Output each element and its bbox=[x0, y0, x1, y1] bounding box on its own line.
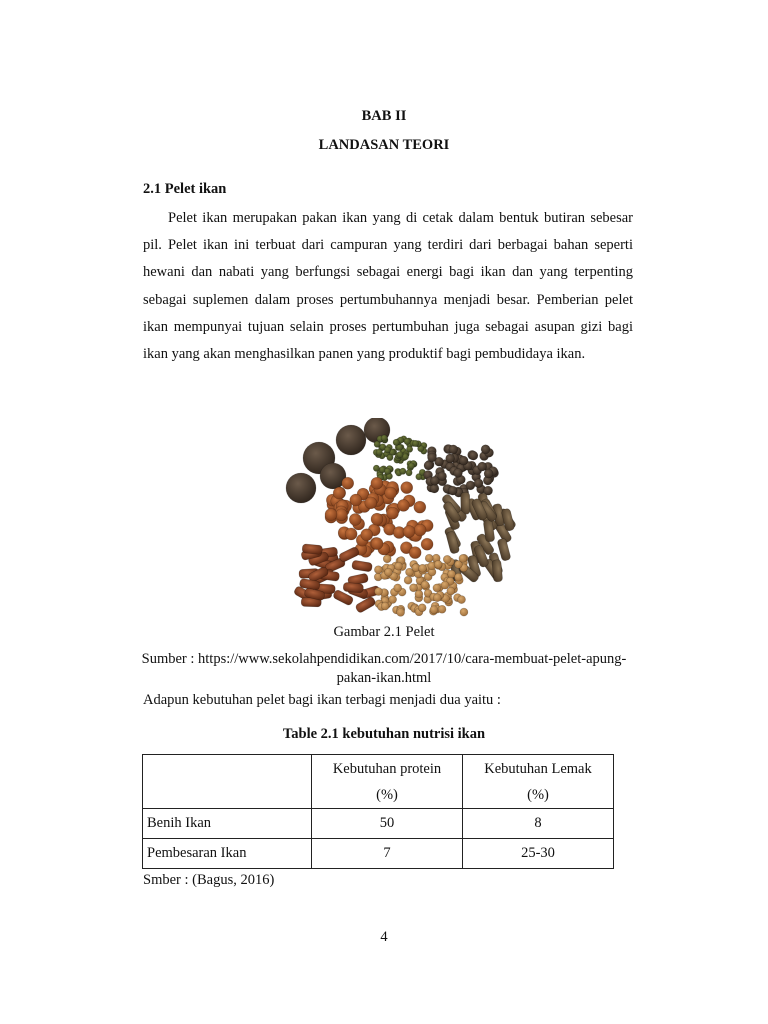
pellet bbox=[453, 468, 462, 477]
pellet bbox=[401, 482, 413, 494]
header-lemak-label: Kebutuhan Lemak bbox=[484, 760, 592, 777]
header-cell-empty bbox=[143, 755, 312, 809]
pellet bbox=[447, 587, 455, 595]
pellet bbox=[325, 509, 337, 521]
pellet bbox=[418, 604, 426, 612]
pellet bbox=[387, 454, 393, 460]
pellet bbox=[333, 487, 345, 499]
row-lemak: 8 bbox=[463, 809, 614, 839]
pellet bbox=[397, 451, 403, 457]
pellet bbox=[343, 582, 364, 593]
pellet bbox=[443, 555, 451, 563]
pellet bbox=[478, 462, 487, 471]
pellet bbox=[419, 564, 427, 572]
pellet bbox=[365, 497, 377, 509]
pellet bbox=[409, 547, 421, 559]
pellet bbox=[286, 473, 316, 503]
pellet bbox=[371, 477, 383, 489]
pellet bbox=[408, 463, 414, 469]
table-row bbox=[143, 839, 614, 869]
pellet bbox=[421, 581, 429, 589]
pellet bbox=[336, 425, 366, 455]
pellet bbox=[454, 573, 462, 581]
pellet bbox=[345, 528, 357, 540]
pellet bbox=[441, 581, 449, 589]
header-lemak-unit: (%) bbox=[527, 786, 549, 803]
page-number: 4 bbox=[380, 929, 388, 945]
header-protein-label: Kebutuhan protein bbox=[332, 760, 442, 777]
pellet bbox=[414, 524, 426, 536]
pellet bbox=[433, 594, 441, 602]
pellet bbox=[414, 501, 426, 513]
pellet bbox=[433, 584, 441, 592]
pellet-image bbox=[281, 418, 521, 618]
pellet bbox=[469, 451, 478, 460]
pellet bbox=[474, 479, 483, 488]
pellet bbox=[374, 566, 382, 574]
pellet bbox=[434, 560, 442, 568]
header-cell-lemak bbox=[463, 755, 614, 809]
pellet bbox=[400, 468, 406, 474]
pellet bbox=[384, 447, 390, 453]
pellet bbox=[373, 465, 379, 471]
pellet bbox=[466, 481, 475, 490]
pellet bbox=[449, 445, 458, 454]
header-cell-protein bbox=[312, 755, 463, 809]
pellet bbox=[387, 507, 399, 519]
pellet bbox=[438, 472, 447, 481]
pellet bbox=[415, 590, 423, 598]
pellet bbox=[428, 453, 437, 462]
row-label: Benih Ikan bbox=[143, 809, 312, 839]
pellet bbox=[375, 587, 383, 595]
pellet bbox=[438, 605, 446, 613]
pellet bbox=[397, 608, 405, 616]
figure-caption: Gambar 2.1 Pelet bbox=[333, 624, 435, 640]
pellet bbox=[404, 576, 412, 584]
table-row bbox=[143, 809, 614, 839]
pellet bbox=[384, 468, 390, 474]
nutrition-table bbox=[142, 754, 614, 869]
pellet bbox=[376, 449, 382, 455]
pellet bbox=[393, 439, 399, 445]
section-title: 2.1 Pelet ikan bbox=[143, 181, 227, 197]
table-intro: Adapun kebutuhan pelet bagi ikan terbagi menjadi dua yaitu : bbox=[143, 692, 501, 708]
pellet bbox=[403, 526, 415, 538]
pellet bbox=[394, 584, 402, 592]
section-paragraph: Pelet ikan merupakan pakan ikan yang di cetak dalam bentuk butiran sebesar pil. Pelet ikan ini terbuat dari campuran yang terdiri dari berbagai bahan seperti hewani dan nabati yang berfungsi sebagai energi bagi ikan dan yang terpenting sebagai suplemen dalam proses pertumbuhannya menjadi besar. Pemberian pelet ikan mempunyai tujuan selain proses pertumbuhan juga sebagai asupan gizi bagi ikan yang akan menghasilkan panen yang produktif bagi pembudidaya ikan. bbox=[143, 210, 633, 363]
row-lemak: 25-30 bbox=[463, 839, 614, 869]
pellet bbox=[406, 470, 412, 476]
chapter-heading: BAB II bbox=[361, 108, 407, 124]
pellet bbox=[371, 513, 383, 525]
pellet bbox=[484, 469, 493, 478]
pellet bbox=[458, 596, 466, 604]
pellet bbox=[381, 435, 387, 441]
pellet bbox=[371, 538, 383, 550]
row-protein: 50 bbox=[312, 809, 463, 839]
pellet bbox=[460, 608, 468, 616]
pellet bbox=[448, 486, 457, 495]
table-title: Table 2.1 kebutuhan nutrisi ikan bbox=[282, 726, 486, 742]
figure-source-line1: Sumber : https://www.sekolahpendidikan.com/2017/10/cara-membuat-pelet-apung- bbox=[141, 651, 627, 667]
pellet bbox=[342, 477, 354, 489]
pellet bbox=[394, 562, 402, 570]
table-header-row bbox=[143, 755, 614, 809]
pellet bbox=[404, 438, 410, 444]
pellet bbox=[481, 445, 490, 454]
pellet bbox=[492, 559, 503, 582]
pellet bbox=[349, 514, 361, 526]
table-source: Smber : (Bagus, 2016) bbox=[143, 872, 275, 888]
header-protein-unit: (%) bbox=[376, 786, 398, 803]
pellet bbox=[397, 499, 409, 511]
pellet bbox=[425, 554, 433, 562]
pellet bbox=[302, 544, 323, 555]
pellet bbox=[383, 555, 391, 563]
pellet bbox=[385, 487, 397, 499]
pellet bbox=[381, 602, 389, 610]
pellet bbox=[361, 529, 373, 541]
pellet bbox=[384, 568, 392, 576]
row-label: Pembesaran Ikan bbox=[143, 839, 312, 869]
pellet bbox=[351, 560, 372, 572]
pellet bbox=[421, 538, 433, 550]
pellet bbox=[412, 440, 418, 446]
pellet bbox=[424, 461, 433, 470]
figure-source bbox=[0, 650, 768, 688]
pellet bbox=[446, 454, 455, 463]
figure-source-line2: pakan-ikan.html bbox=[336, 670, 432, 686]
row-protein: 7 bbox=[312, 839, 463, 869]
pellet bbox=[430, 606, 438, 614]
pellet bbox=[459, 554, 467, 562]
pellet bbox=[410, 584, 418, 592]
pellet bbox=[389, 595, 397, 603]
pellet bbox=[459, 456, 468, 465]
chapter-title: LANDASAN TEORI bbox=[318, 137, 450, 153]
